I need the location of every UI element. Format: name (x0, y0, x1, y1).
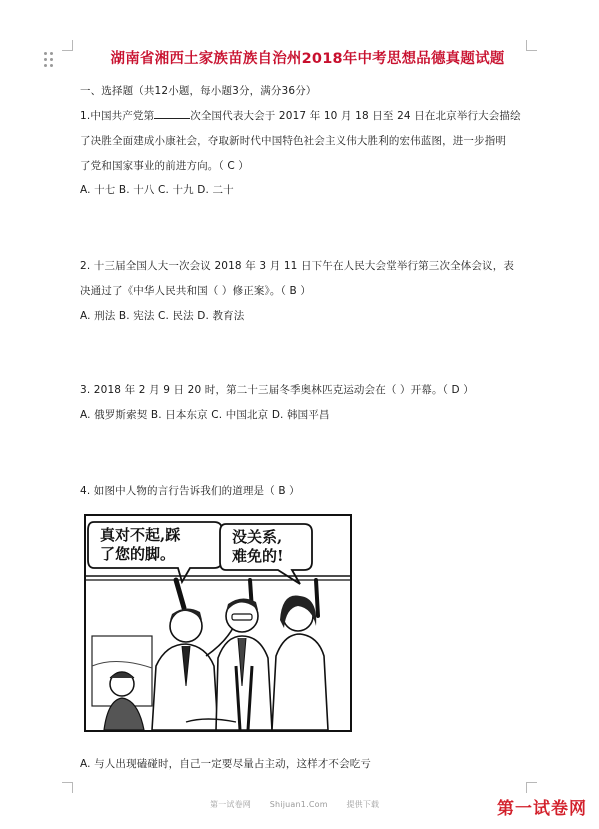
question-3-line-1: 3. 2018 年 2 月 9 日 20 时，第二十三届冬季奥林匹克运动会在（ ）开幕。（ D ） (80, 384, 474, 396)
woman-passenger (272, 580, 328, 730)
question-1-line-1 (80, 107, 521, 123)
question-1-suffix: 次全国代表大会于 2017 年 10 月 18 日至 24 日在北京举行大会描绘 (190, 110, 521, 122)
drag-handle-icon[interactable] (44, 52, 54, 68)
cartoon-illustration (84, 514, 352, 732)
speech-bubble-right-line-2: 难免的! (232, 547, 284, 565)
question-4-option-a: A. 与人出现磕碰时，自己一定要尽量占主动，这样才不会吃亏 (80, 758, 372, 770)
page-corner-mark-bottom-right (526, 782, 537, 793)
page-corner-mark-bottom-left (62, 782, 73, 793)
question-4-line-1: 4. 如图中人物的言行告诉我们的道理是（ B ） (80, 485, 300, 497)
page-corner-mark-top-left (62, 40, 73, 51)
watermark-logo: 第一试卷网 (497, 799, 587, 819)
answer-blank (154, 107, 190, 119)
question-2-line-2: 决通过了《中华人民共和国（ ）修正案》。（ B ） (80, 285, 311, 297)
question-3-options: A. 俄罗斯索契 B. 日本东京 C. 中国北京 D. 韩国平昌 (80, 409, 330, 421)
speech-bubble-right-line-1: 没关系, (232, 528, 283, 546)
speech-bubble-right-text (232, 528, 284, 566)
footer-url[interactable]: Shijuan1.Com (269, 800, 328, 809)
question-2-line-1: 2. 十三届全国人大一次会议 2018 年 3 月 11 日下午在人民大会堂举行第三次全体会议，表 (80, 260, 514, 272)
speech-bubble-left-line-1: 真对不起,踩 (100, 526, 181, 544)
question-1-line-2: 了决胜全面建成小康社会，夺取新时代中国特色社会主义伟大胜利的宏伟蓝图，进一步指明 (80, 135, 506, 147)
document-title: 湖南省湘西土家族苗族自治州2018年中考思想品德真题试题 (110, 51, 505, 67)
question-2-options: A. 刑法 B. 宪法 C. 民法 D. 教育法 (80, 310, 245, 322)
man-responding (216, 580, 272, 730)
page-footer (210, 799, 395, 810)
footer-download: 提供下载 (346, 800, 380, 809)
question-1-prefix: 1.中国共产党第 (80, 110, 155, 122)
question-1-line-3: 了党和国家事业的前进方向。（ C ） (80, 160, 249, 172)
speech-bubble-left-text (100, 526, 180, 564)
question-1-options: A. 十七 B. 十八 C. 十九 D. 二十 (80, 184, 234, 196)
footer-site-name: 第一试卷网 (210, 800, 251, 809)
section-header: 一、选择题（共12小题，每小题3分，满分36分） (80, 85, 317, 97)
speech-bubble-left-line-2: 了您的脚。 (100, 545, 176, 563)
